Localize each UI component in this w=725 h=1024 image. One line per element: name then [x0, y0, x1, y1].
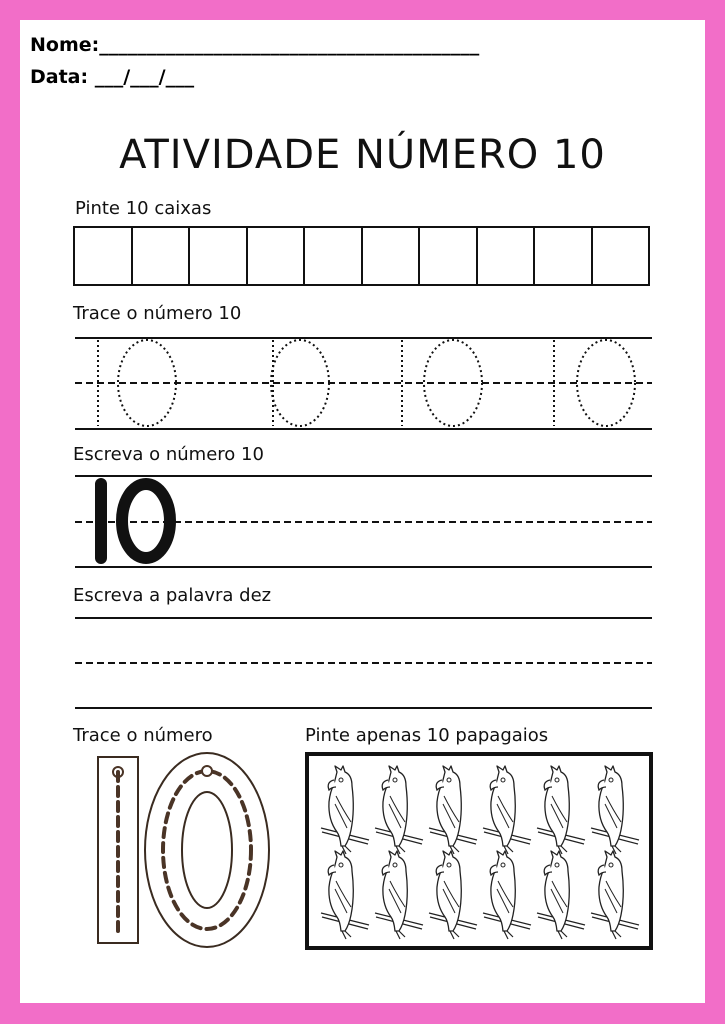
worksheet-page — [20, 20, 705, 1003]
parrot-drawing[interactable] — [375, 766, 423, 854]
trace-number-lines[interactable] — [20, 330, 705, 435]
paint-box[interactable] — [190, 228, 248, 284]
paint-box[interactable] — [478, 228, 536, 284]
trace-number-label: Trace o número 10 — [73, 303, 242, 324]
write-number-lines[interactable] — [20, 470, 705, 570]
paint-boxes-label: Pinte 10 caixas — [75, 198, 212, 219]
parrot-drawing[interactable] — [321, 766, 369, 854]
write-word-label: Escreva a palavra dez — [73, 585, 272, 606]
paint-box[interactable] — [75, 228, 133, 284]
parrot-drawing[interactable] — [321, 851, 369, 939]
date-field-label: Data: ___/___/___ — [30, 66, 195, 88]
paint-box[interactable] — [363, 228, 421, 284]
parrots-grid — [309, 756, 649, 946]
paint-box[interactable] — [593, 228, 649, 284]
parrot-drawing[interactable] — [429, 766, 477, 854]
paint-box[interactable] — [133, 228, 191, 284]
name-field-label: Nome:________________________________________ — [30, 34, 480, 56]
trace-big-label: Trace o número — [73, 725, 213, 746]
page-title: ATIVIDADE NÚMERO 10 — [119, 132, 606, 178]
big-ten-trace[interactable] — [20, 750, 300, 950]
write-number-label: Escreva o número 10 — [73, 444, 264, 465]
paint-boxes-row — [73, 226, 650, 286]
write-word-lines[interactable] — [20, 612, 705, 712]
parrot-drawing[interactable] — [537, 851, 585, 939]
parrot-drawing[interactable] — [375, 851, 423, 939]
parrot-drawing[interactable] — [591, 766, 639, 854]
paint-box[interactable] — [420, 228, 478, 284]
parrot-drawing[interactable] — [591, 851, 639, 939]
parrot-drawing[interactable] — [483, 851, 531, 939]
parrot-drawing[interactable] — [429, 851, 477, 939]
paint-box[interactable] — [248, 228, 306, 284]
parrots-frame — [305, 752, 653, 950]
paint-box[interactable] — [305, 228, 363, 284]
paint-box[interactable] — [535, 228, 593, 284]
parrot-drawing[interactable] — [483, 766, 531, 854]
paint-parrots-label: Pinte apenas 10 papagaios — [305, 725, 549, 746]
parrot-drawing[interactable] — [537, 766, 585, 854]
